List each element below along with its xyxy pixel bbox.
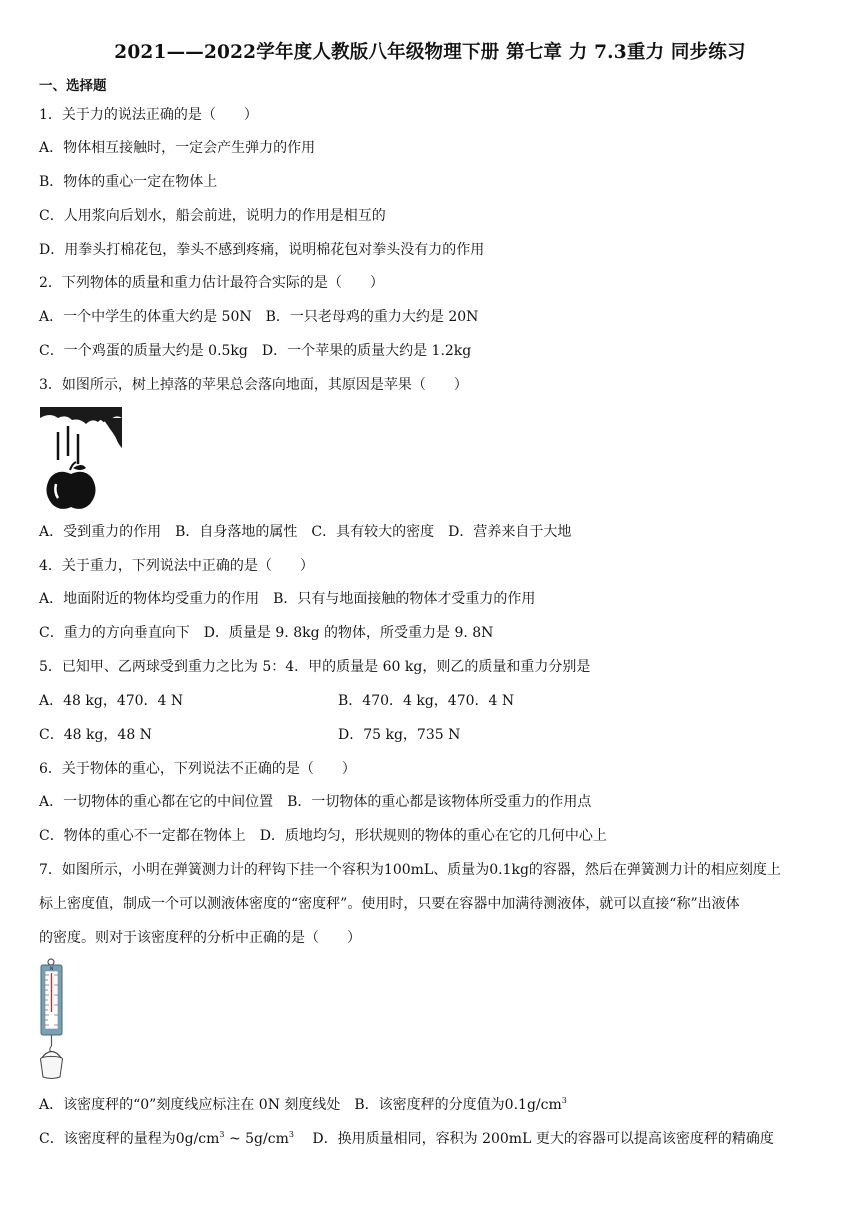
q6-stem: 6．关于物体的重心，下列说法不正确的是（ ）: [39, 761, 356, 777]
q4-options-cd: C．重力的方向垂直向下 D．质量是 9. 8kg 的物体，所受重力是 9. 8N: [39, 625, 494, 641]
q6-options-ab: A．一切物体的重心都在它的中间位置 B．一切物体的重心都是该物体所受重力的作用点: [39, 794, 592, 810]
q3-options: A．受到重力的作用 B．自身落地的属性 C．具有较大的密度 D．营养来自于大地: [39, 524, 572, 540]
q1-option-a: A．物体相互接触时，一定会产生弹力的作用: [39, 140, 316, 156]
q1-option-d: D．用拳头打棉花包，拳头不感到疼痛，说明棉花包对拳头没有力的作用: [39, 242, 485, 258]
q5-option-a: A．48 kg，470．4 N: [39, 693, 184, 709]
q7-option-a-b: [39, 1096, 567, 1114]
q7-option-d: D．换用质量相同，容积为 200mL 更大的容器可以提高该密度秤的精确度: [312, 1131, 774, 1147]
q2-stem: 2．下列物体的质量和重力估计最符合实际的是（ ）: [39, 275, 384, 291]
q1-option-c: C．人用浆向后划水，船会前进，说明力的作用是相互的: [39, 208, 386, 224]
page-title: 2021——2022学年度人教版八年级物理下册 第七章 力 7.3重力 同步练习: [114, 42, 746, 63]
q5-stem: 5．已知甲、乙两球受到重力之比为 5：4．甲的质量是 60 kg，则乙的质量和重力分别是: [39, 659, 591, 675]
q6-options-cd: C．物体的重心不一定都在物体上 D．质地均匀，形状规则的物体的重心在它的几何中心上: [39, 828, 607, 844]
q4-stem: 4．关于重力，下列说法中正确的是（ ）: [39, 558, 314, 574]
q2-options-cd: C．一个鸡蛋的质量大约是 0.5kg D．一个苹果的质量大约是 1.2kg: [39, 343, 472, 359]
q1-option-b: B．物体的重心一定在物体上: [39, 174, 218, 190]
q1-stem: 1．关于力的说法正确的是（ ）: [39, 107, 258, 123]
scale-unit-label: N: [49, 967, 54, 972]
q5-option-d: D．75 kg，735 N: [338, 727, 461, 743]
q5-option-b: B．470．4 kg，470．4 N: [338, 693, 515, 709]
q7-stem-line2: 标上密度值，制成一个可以测液体密度的“密度秤”。使用时，只要在容器中加满待测液体，就可以直接“称”出液体: [39, 896, 740, 912]
q7-stem-line3: 的密度。则对于该密度秤的分析中正确的是（ ）: [39, 930, 361, 946]
q7-stem-line1: 7．如图所示，小明在弹簧测力计的秤钩下挂一个容积为100mL、质量为0.1kg的容器，然后在弹簧测力计的相应刻度上: [39, 862, 781, 878]
q7-option-a: A．该密度秤的“0”刻度线应标注在 0N 刻度线处: [39, 1097, 341, 1113]
q7-option-b: B．该密度秤的分度值为$0.1g/cm^3$: [354, 1096, 567, 1113]
q4-options-ab: A．地面附近的物体均受重力的作用 B．只有与地面接触的物体才受重力的作用: [39, 591, 536, 607]
spring-scale-figure: [36, 958, 72, 1082]
q5-option-c: C．48 kg，48 N: [39, 727, 152, 743]
section-heading: 一、选择题: [39, 78, 107, 94]
falling-apple-figure: [38, 404, 128, 514]
q7-option-c: C．该密度秤的量程为$0g/cm^3$ ~ $5g/cm^3$: [39, 1130, 294, 1147]
q7-option-c-d: [39, 1130, 774, 1148]
q3-stem: 3．如图所示，树上掉落的苹果总会落向地面，其原因是苹果（ ）: [39, 377, 468, 393]
q2-options-ab: A．一个中学生的体重大约是 50N B．一只老母鸡的重力大约是 20N: [39, 309, 479, 325]
